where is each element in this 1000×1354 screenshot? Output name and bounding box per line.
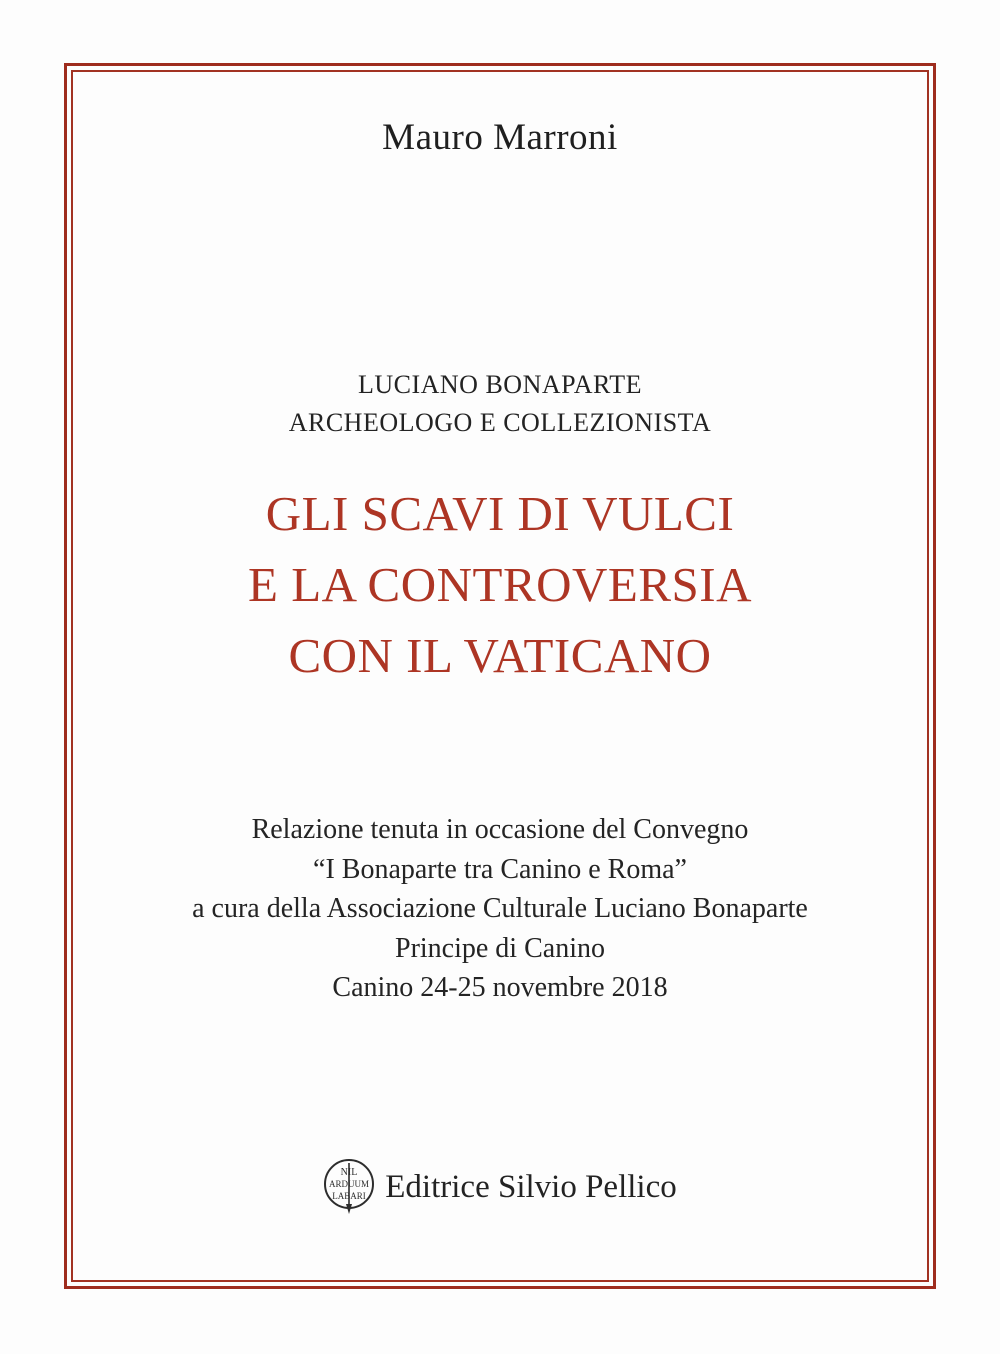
publisher-name: Editrice Silvio Pellico — [385, 1168, 677, 1205]
logo-motto-line-1: NIL — [340, 1167, 358, 1178]
publisher-imprint — [0, 1158, 1000, 1216]
conference-line-4: Principe di Canino — [395, 932, 605, 964]
title-line-2: E LA CONTROVERSIA — [248, 557, 752, 612]
book-title — [0, 478, 1000, 691]
author-name: Mauro Marroni — [382, 117, 618, 158]
logo-motto-line-2: ARDUUM — [329, 1179, 370, 1189]
title-line-1: GLI SCAVI DI VULCI — [265, 486, 735, 541]
publisher-logo-icon — [323, 1158, 375, 1216]
conference-line-1: Relazione tenuta in occasione del Convegno — [251, 814, 749, 845]
conference-line-2: “I Bonaparte tra Canino e Roma” — [313, 853, 687, 885]
logo-motto-line-3: LABARI — [332, 1191, 367, 1201]
series-line-2: ARCHEOLOGO E COLLEZIONISTA — [288, 408, 712, 437]
conference-line-3: a cura della Associazione Culturale Luciano Bonaparte — [192, 893, 808, 924]
series-line-1: LUCIANO BONAPARTE — [357, 370, 643, 399]
series-title — [0, 366, 1000, 442]
conference-line-5: Canino 24-25 novembre 2018 — [332, 972, 668, 1003]
conference-note — [0, 810, 1000, 1008]
title-line-3: CON IL VATICANO — [288, 628, 712, 683]
